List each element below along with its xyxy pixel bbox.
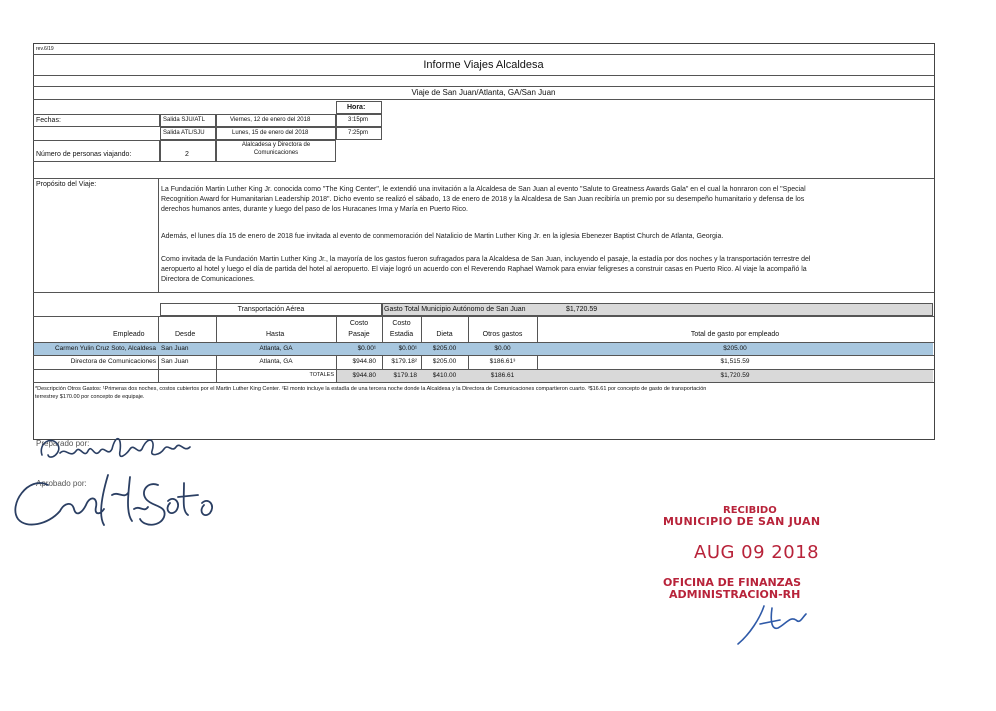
text-line: La Fundación Martin Luther King Jr. conocida como "The King Center", le extendió una invitación a la Alcaldesa de San Juan al evento "Salute to Greatness Awards Gala" en el cual la honraron con el "Special [161,186,806,193]
col-header-estadia: Estadia [389,331,414,338]
stamp-date: AUG 09 2018 [694,542,820,563]
stamp-administracion: ADMINISTRACION-RH [669,588,801,601]
leg-time: 3:15pm [348,117,369,123]
text-line: Además, el lunes día 15 de enero de 2018 fue invitada al evento de conmemoración del Natalicio de Martin Luther King Jr. en la iglesia Ebenezer Baptist Church de Atlanta, Georgia. [161,233,724,240]
report-subtitle: Viaje de San Juan/Atlanta, GA/San Juan [411,88,556,97]
col-header-dieta: Dieta [436,331,453,338]
total-general: $1,720.59 [720,372,750,379]
total-pasaje: $944.80 [352,372,376,379]
divider [33,382,934,383]
row-desde: San Juan [161,358,189,365]
text-line: derechos humanos antes, durante y luego del paso de los Huracanes Irma y María en Puerto Rico. [161,206,469,213]
row-empleado: Carmen Yulin Cruz Soto, Alcaldesa [54,345,156,352]
aprobado-signature [8,455,248,535]
col-header-estadia: Costo [392,320,411,327]
personas-label: Número de personas viajando: [36,151,132,158]
text-line: Directora de Comunicaciones. [161,276,255,283]
proposito-label: Propósito del Viaje: [36,181,97,188]
leg-route: Salida SJU/ATL [163,117,205,123]
stamp-oficina: OFICINA DE FINANZAS [663,576,802,589]
row-hasta: Atlanta, GA [259,345,293,352]
row-total: $205.00 [723,345,747,352]
divider [33,75,934,76]
text-line: aeropuerto al hotel y luego el día de partida del hotel al aeropuerto. El viaje logró un acuerdo con el Reverendo Raphael Warnok para enviar feligreses a construir casas en Puerto Rico. Al viaje la acompañó la [161,266,807,273]
proposito-paragraph [161,185,931,215]
hora-label: Hora: [347,104,366,111]
row-otros: $0.00 [494,345,511,352]
gasto-total-label: Gasto Total Municipio Autónomo de San Juan [384,306,526,313]
stamp-municipio: MUNICIPIO DE SAN JUAN [663,515,821,528]
report-title: Informe Viajes Alcaldesa [423,59,544,71]
personas-count: 2 [185,151,189,158]
row-estadia: $179.18² [391,358,417,365]
preparado-label: Preparado por: [36,439,90,448]
totales-label: TOTALES [309,372,334,378]
leg-date: Lunes, 15 de enero del 2018 [232,130,309,136]
row-estadia: $0.00¹ [398,345,417,352]
total-estadia: $179.18 [393,372,417,379]
leg-route: Salida ATL/SJU [163,130,205,136]
divider [33,316,934,317]
row-otros: $186.61³ [489,358,516,365]
proposito-paragraph [161,255,931,285]
divider [33,178,934,179]
divider [33,54,934,55]
revision-label: rev.6/19 [36,46,54,52]
row-total: $1,515.59 [720,358,750,365]
personas-desc: Comunicaciones [253,150,299,156]
leg-time: 7:25pm [348,130,369,136]
leg-date: Viernes, 12 de enero del 2018 [230,117,311,123]
divider [33,292,934,293]
col-header-pasaje: Pasaje [348,331,370,338]
aprobado-label: Aprobado por: [36,479,87,488]
proposito-paragraph [161,232,931,242]
col-header-empleado: Empleado [113,331,145,338]
row-pasaje: $0.00¹ [357,345,376,352]
stamp-initials [730,598,810,648]
total-otros: $186.61 [490,372,515,379]
text-line: Recognition Award for Humanitarian Leadership 2018". Dicho evento se realizó el sábado, 13 de enero de 2018 y la Alcaldesa de San Juan recibiría un premio por su desempeño humanitario y defensa de los [161,196,805,203]
divider [33,99,934,100]
footnote-line: terrestrey $170.00 por concepto de equipaje. [35,394,145,400]
col-header-hasta: Hasta [266,331,285,338]
col-header-otros: Otros gastos [482,331,523,338]
footnote-line: *Descripción Otros Gastos: ¹Primeras dos noches, costos cubiertos por el Martin Luther King Center. ²El monto incluye la estadía de una tercera noche donde la Alcaldesa y la Directora de Comunicaciones compartieron cuarto. ³$16.61 por concepto de gasto de transportación [35,386,707,392]
divider [33,86,934,87]
row-dieta: $205.00 [432,345,457,352]
col-header-pasaje: Costo [349,320,369,327]
divider [158,178,159,292]
row-dieta: $205.00 [432,358,457,365]
text-line: Como invitada de la Fundación Martin Luther King Jr., la mayoría de los gastos fueron sufragados para la Alcaldesa de San Juan, incluyendo el pasaje, la estadía por dos noches y la transportación terrestre del [161,256,811,263]
fechas-label: Fechas: [36,117,61,124]
stamp-recibido: RECIBIDO [723,505,777,516]
total-dieta: $410.00 [432,372,457,379]
gasto-total-value: $1,720.59 [566,306,598,313]
row-pasaje: $944.80 [352,358,376,365]
personas-desc: Alalcadesa y Directora de [241,142,311,148]
row-empleado: Directora de Comunicaciones [70,358,156,365]
transport-header: Transportación Aérea [237,306,305,313]
col-header-desde: Desde [175,331,196,338]
col-header-total: Total de gasto por empleado [690,331,780,338]
row-desde: San Juan [161,345,189,352]
row-hasta: Atlanta, GA [259,358,293,365]
